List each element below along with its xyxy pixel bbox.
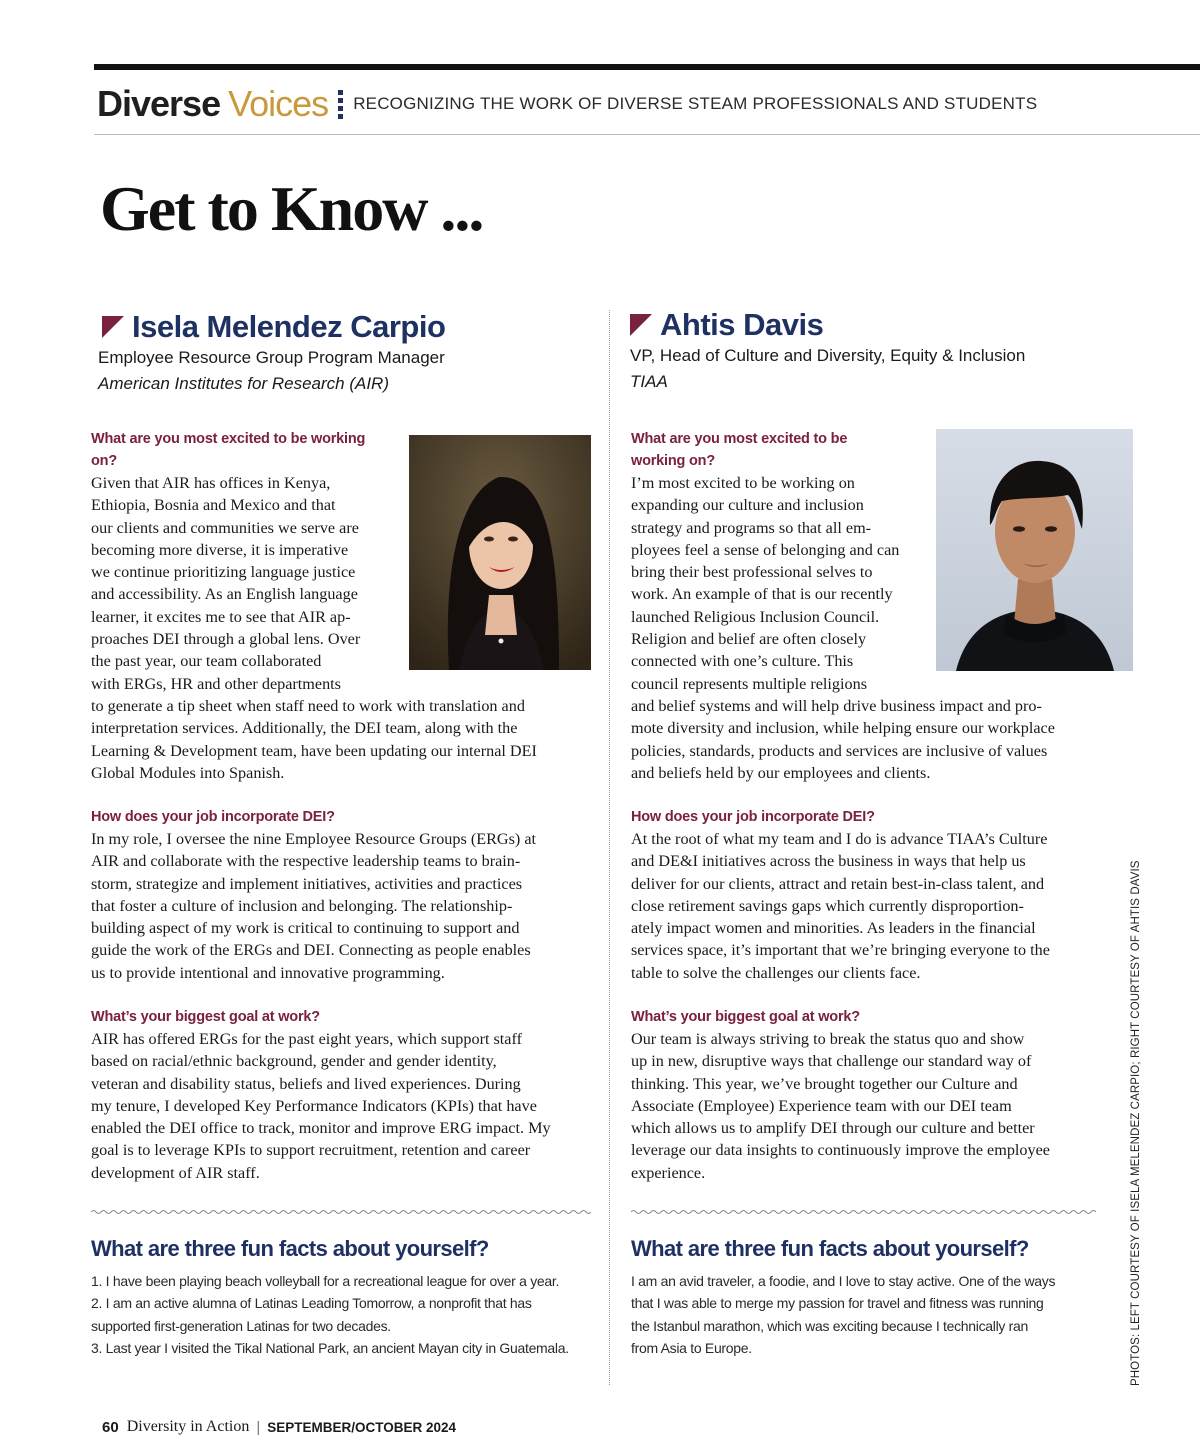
issue-date: SEPTEMBER/OCTOBER 2024 — [267, 1419, 457, 1435]
answer-line: with ERGs, HR and other departments — [91, 674, 341, 693]
right-q1-answer — [631, 472, 1055, 784]
answer-line: At the root of what my team and I do is advance TIAA’s Culture — [631, 830, 1048, 848]
answer-line: learner, it excites me to see that AIR ap- — [91, 607, 351, 626]
fun-fact-line: that I was able to merge my passion for travel and fitness was running — [631, 1295, 1044, 1312]
brand-separator-icon — [338, 90, 343, 119]
page-title: Get to Know ... — [100, 173, 483, 244]
right-profile-org: TIAA — [630, 372, 668, 391]
right-wavy-divider — [631, 1208, 1099, 1216]
left-q2-question: How does your job incorporate DEI? — [91, 809, 335, 825]
left-q1 — [91, 428, 401, 473]
answer-line: connected with one’s culture. This — [631, 652, 854, 671]
right-q3-question: What’s your biggest goal at work? — [631, 1009, 860, 1025]
right-fun-facts-heading: What are three fun facts about yourself? — [631, 1236, 1029, 1261]
answer-line: AIR has offered ERGs for the past eight years, which support staff — [91, 1030, 522, 1048]
answer-line: Given that AIR has offices in Kenya, — [91, 474, 331, 492]
answer-line: mote diversity and inclusion, while helping ensure our workplace — [631, 719, 1055, 738]
left-profile-name — [102, 309, 445, 345]
answer-line: AIR and collaborate with the respective leadership teams to brain- — [91, 852, 521, 871]
answer-line: veteran and disability status, beliefs and lived experiences. During — [91, 1074, 521, 1093]
right-name-text: Ahtis Davis — [660, 307, 824, 342]
right-fun-facts — [631, 1270, 1055, 1359]
footer-separator: | — [256, 1418, 261, 1436]
answer-line: leverage our data insights to continuously improve the employee — [631, 1141, 1050, 1160]
answer-line: expanding our culture and inclusion — [631, 496, 864, 515]
right-q2-answer — [631, 828, 1050, 984]
answer-line: close retirement savings gaps which currently disproportion- — [631, 896, 1024, 915]
answer-line: guide the work of the ERGs and DEI. Connecting as people enables — [91, 941, 531, 960]
answer-line: which allows us to amplify DEI through our culture and better — [631, 1119, 1035, 1138]
answer-line: I’m most excited to be working on — [631, 474, 855, 492]
answer-line: and accessibility. As an English language — [91, 585, 358, 604]
answer-line: that foster a culture of inclusion and belonging. The relationship- — [91, 896, 513, 915]
left-fun-facts-heading: What are three fun facts about yourself? — [91, 1236, 489, 1261]
left-q2-answer — [91, 828, 536, 984]
question-line: What are you most excited to be — [631, 431, 848, 447]
answer-line: we continue prioritizing language justice — [91, 563, 356, 582]
flag-icon — [630, 314, 652, 336]
answer-line: bring their best professional selves to — [631, 563, 873, 582]
right-q1 — [631, 428, 921, 473]
answer-line: development of AIR staff. — [91, 1163, 260, 1182]
left-profile-role: Employee Resource Group Program Manager — [98, 348, 445, 367]
answer-line: the past year, our team collaborated — [91, 652, 322, 671]
answer-line: strategy and programs so that all em- — [631, 518, 872, 537]
right-profile-role: VP, Head of Culture and Diversity, Equity & Inclusion — [630, 346, 1026, 365]
answer-line: ployees feel a sense of belonging and can — [631, 540, 900, 559]
answer-line: based on racial/ethnic background, gender and gender identity, — [91, 1052, 497, 1071]
left-q1-answer — [91, 472, 537, 784]
answer-line: to generate a tip sheet when staff need to work with translation and — [91, 696, 525, 715]
brand-diverse: Diverse — [97, 83, 221, 124]
answer-line: Ethiopia, Bosnia and Mexico and that — [91, 496, 336, 515]
fun-fact-line: 1. I have been playing beach volleyball for a recreational league for over a year. — [91, 1273, 560, 1289]
answer-line: our clients and communities we serve are — [91, 518, 359, 537]
answer-line: enabled the DEI office to track, monitor and improve ERG impact. My — [91, 1119, 551, 1138]
section-header — [97, 82, 1037, 126]
answer-line: ately impact women and minorities. As leaders in the financial — [631, 919, 1036, 938]
answer-line: my tenure, I developed Key Performance Indicators (KPIs) that have — [91, 1096, 537, 1115]
left-wavy-divider — [91, 1208, 591, 1216]
page-footer — [102, 1418, 456, 1436]
publication-name: Diversity in Action — [126, 1418, 250, 1435]
fun-fact-line: from Asia to Europe. — [631, 1339, 752, 1356]
answer-line: and beliefs held by our employees and clients. — [631, 763, 931, 782]
left-q1-question — [91, 428, 401, 473]
fun-fact-line: 2. I am an active alumna of Latinas Leading Tomorrow, a nonprofit that has — [91, 1295, 532, 1312]
answer-line: council represents multiple religions — [631, 674, 868, 693]
answer-line: In my role, I oversee the nine Employee Resource Groups (ERGs) at — [91, 830, 537, 848]
answer-line: up in new, disruptive ways that challenge our standard way of — [631, 1052, 1032, 1071]
answer-line: thinking. This year, we’ve brought together our Culture and — [631, 1074, 1018, 1093]
fun-fact-line: the Istanbul marathon, which was exciting because I technically ran — [631, 1317, 1029, 1334]
answer-line: and DE&I initiatives across the business in ways that help us — [631, 852, 1026, 871]
question-line: working on? — [631, 453, 715, 470]
photo-credit: PHOTOS: LEFT COURTESY OF ISELA MELENDEZ CARPIO; RIGHT COURTESY OF AHTIS DAVIS — [1130, 860, 1142, 1386]
answer-line: Our team is always striving to break the status quo and show — [631, 1030, 1025, 1048]
answer-line: Global Modules into Spanish. — [91, 763, 285, 782]
answer-line: interpretation services. Additionally, the DEI team, along with the — [91, 719, 518, 738]
left-fun-facts — [91, 1270, 569, 1359]
right-q3-answer — [631, 1028, 1050, 1184]
right-q2-question: How does your job incorporate DEI? — [631, 809, 875, 825]
header-rule — [94, 134, 1200, 135]
fun-fact-line: 3. Last year I visited the Tikal National Park, an ancient Mayan city in Guatemala. — [91, 1339, 569, 1356]
fun-fact-line: supported first-generation Latinas for two decades. — [91, 1317, 391, 1334]
right-profile-name — [630, 307, 823, 343]
answer-line: Learning & Development team, have been updating our internal DEI — [91, 741, 537, 760]
answer-line: services space, it’s important that we’re bringing everyone to the — [631, 941, 1050, 960]
flag-icon — [102, 316, 124, 338]
left-q3-question: What’s your biggest goal at work? — [91, 1009, 320, 1025]
answer-line: goal is to leverage KPIs to support recruitment, retention and career — [91, 1141, 531, 1160]
question-line: on? — [91, 453, 117, 470]
answer-line: Associate (Employee) Experience team with our DEI team — [631, 1096, 1012, 1115]
column-divider — [609, 310, 610, 1385]
fun-fact-line: I am an avid traveler, a foodie, and I love to stay active. One of the ways — [631, 1273, 1056, 1289]
answer-line: becoming more diverse, it is imperative — [91, 540, 349, 559]
answer-line: policies, standards, products and services are inclusive of values — [631, 741, 1048, 760]
answer-line: us to provide intentional and innovative programming. — [91, 963, 445, 982]
answer-line: and belief systems and will help drive business impact and pro- — [631, 696, 1042, 715]
question-line: What are you most excited to be working — [91, 431, 366, 447]
left-name-text: Isela Melendez Carpio — [132, 309, 446, 344]
right-q1-question — [631, 428, 921, 473]
answer-line: Religion and belief are often closely — [631, 630, 867, 649]
answer-line: work. An example of that is our recently — [631, 585, 893, 604]
top-rule — [94, 64, 1200, 70]
section-tagline: RECOGNIZING THE WORK OF DIVERSE STEAM PROFESSIONALS AND STUDENTS — [353, 94, 1038, 113]
page-number: 60 — [102, 1418, 119, 1436]
answer-line: table to solve the challenges our clients face. — [631, 963, 921, 982]
answer-line: proaches DEI through a global lens. Over — [91, 630, 361, 649]
brand-voices: Voices — [228, 83, 329, 124]
answer-line: launched Religious Inclusion Council. — [631, 607, 880, 626]
answer-line: building aspect of my work is critical to continuing to support and — [91, 919, 520, 938]
answer-line: experience. — [631, 1163, 706, 1182]
answer-line: deliver for our clients, attract and retain best-in-class talent, and — [631, 874, 1045, 893]
left-profile-org: American Institutes for Research (AIR) — [98, 374, 389, 393]
left-q3-answer — [91, 1028, 551, 1184]
answer-line: storm, strategize and implement initiatives, activities and practices — [91, 874, 523, 893]
